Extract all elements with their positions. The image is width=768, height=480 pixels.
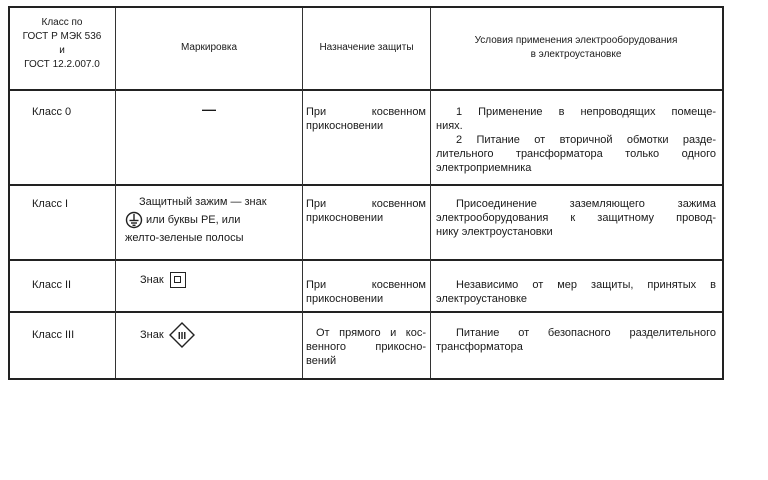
- class-0-label: Класс 0: [32, 106, 72, 118]
- header-class-line: ГОСТ Р МЭК 536: [22, 31, 102, 42]
- purpose-line: При косвенном: [306, 279, 426, 291]
- header-purpose: Назначение защиты: [319, 42, 414, 53]
- marking-line-with-symbol: [125, 211, 300, 229]
- class-2-purpose: [306, 278, 426, 306]
- class-1-marking: [125, 195, 300, 245]
- marking-line: Защитный зажим — знак: [139, 196, 267, 208]
- header-class-line: ГОСТ 12.2.007.0: [24, 59, 100, 70]
- class-0-conditions: [436, 105, 716, 175]
- class-0-marking: —: [202, 101, 216, 117]
- purpose-line: От прямого и кос-: [316, 327, 426, 339]
- class-1-purpose: [306, 197, 426, 225]
- column-divider: [302, 8, 303, 378]
- conditions-line: лительного трансформатора только одного: [436, 148, 716, 160]
- header-conditions-line: в электроустановке: [530, 49, 622, 60]
- ground-symbol-icon: [125, 211, 143, 229]
- protection-class-table: [8, 6, 724, 380]
- purpose-line: При косвенном: [306, 198, 426, 210]
- row-divider: [10, 89, 722, 91]
- conditions-line: 1 Применение в непроводящих помеще-: [456, 106, 716, 118]
- symbol-label: III: [177, 331, 186, 342]
- purpose-line: прикосновении: [306, 120, 384, 132]
- conditions-line: Питание от безопасного разделительного: [456, 327, 716, 339]
- purpose-line: прикосновении: [306, 212, 384, 224]
- conditions-line: трансформатора: [436, 341, 523, 353]
- marking-text: или буквы PE, или: [146, 214, 241, 226]
- class-3-purpose: [306, 326, 426, 368]
- conditions-line: ниях.: [436, 120, 463, 132]
- class-1-label: Класс I: [32, 198, 69, 210]
- class-0-purpose: [306, 105, 426, 133]
- class-1-conditions: [436, 197, 716, 239]
- marking-line: желто-зеленые полосы: [125, 232, 244, 244]
- conditions-line: Присоединение заземляющего зажима: [456, 198, 716, 210]
- row-divider: [10, 259, 722, 261]
- column-divider: [430, 8, 431, 378]
- class-3-marking: [140, 322, 195, 348]
- purpose-line: При косвенном: [306, 106, 426, 118]
- class-2-conditions: [436, 278, 716, 306]
- conditions-line: нику электроустановки: [436, 226, 553, 238]
- header-class-line: Класс по: [41, 17, 83, 28]
- class-2-label: Класс II: [32, 279, 72, 291]
- marking-text: Знак: [140, 274, 164, 286]
- header-conditions-line: Условия применения электрооборудования: [474, 35, 678, 46]
- header-class-line: и: [59, 45, 65, 56]
- purpose-line: прикосновении: [306, 293, 384, 305]
- conditions-line: Независимо от мер защиты, принятых в: [456, 279, 716, 291]
- class-3-label: Класс III: [32, 329, 75, 341]
- marking-text: Знак: [140, 329, 164, 341]
- conditions-line: электрооборудования к защитному провод-: [436, 212, 716, 224]
- purpose-line: венного прикосно-: [306, 341, 426, 353]
- conditions-line: электроприемника: [436, 162, 532, 174]
- double-insulation-icon: [170, 272, 186, 288]
- conditions-line: 2 Питание от вторичной обмотки разде-: [456, 134, 716, 146]
- row-divider: [10, 311, 722, 313]
- header-marking: Маркировка: [180, 42, 238, 53]
- header-class: [10, 16, 114, 72]
- row-divider: [10, 184, 722, 186]
- column-divider: [115, 8, 116, 378]
- conditions-line: электроустановке: [436, 293, 527, 305]
- class-3-conditions: [436, 326, 716, 354]
- purpose-line: вений: [306, 355, 337, 367]
- safety-extra-low-voltage-icon: [169, 322, 195, 348]
- class-2-marking: [140, 272, 186, 288]
- header-conditions: [431, 34, 721, 62]
